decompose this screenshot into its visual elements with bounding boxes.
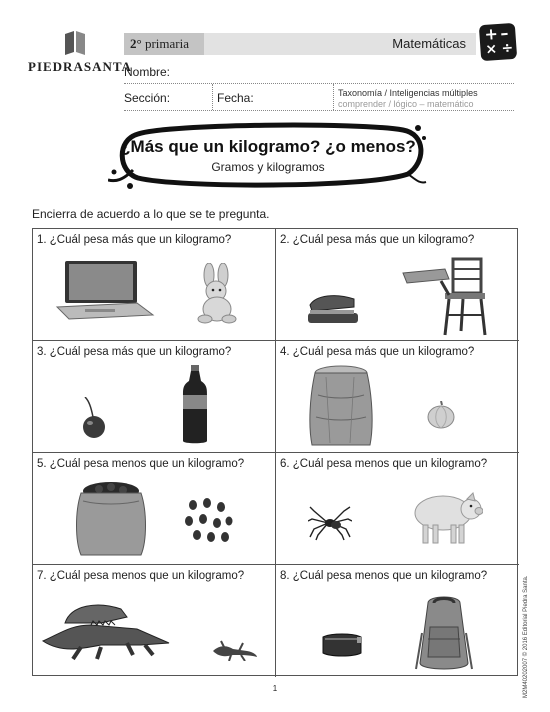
taxonomy-detail: comprender / lógico – matemático [338, 99, 474, 109]
publisher-logo [28, 30, 132, 75]
question-cell-3 [33, 341, 276, 453]
backpack-picture[interactable] [414, 593, 474, 673]
title-banner [108, 122, 428, 192]
divider [333, 84, 334, 110]
grade-label [130, 36, 189, 52]
question-cell-2 [276, 229, 519, 341]
onion-picture[interactable] [426, 401, 456, 429]
question-grid [32, 228, 518, 676]
pencil-case-picture[interactable] [321, 631, 363, 657]
book-icon [64, 30, 86, 56]
grade-word: primaria [144, 36, 189, 51]
date-label: Fecha: [217, 91, 254, 105]
page-number: 1 [272, 684, 278, 693]
pig-picture[interactable] [411, 483, 483, 547]
math-operations-icon: + – × ÷ [479, 23, 517, 61]
grain-sack-picture[interactable] [306, 365, 376, 449]
copyright-text: M2M40202007 © 2016 Editorial Piedra Santa. [523, 575, 529, 698]
soda-bottle-picture[interactable] [181, 365, 209, 445]
question-text: 7. ¿Cuál pesa menos que un kilogramo? [37, 570, 245, 582]
cherry-picture[interactable] [81, 397, 107, 441]
question-cell-4 [276, 341, 519, 453]
question-cell-7 [33, 565, 276, 677]
question-cell-1 [33, 229, 276, 341]
question-cell-8 [276, 565, 519, 677]
name-row [124, 65, 514, 79]
grade-number: 2° [130, 36, 142, 51]
subject-title: Matemáticas [392, 36, 466, 51]
laptop-picture[interactable] [55, 259, 155, 321]
stapler-picture[interactable] [306, 291, 360, 327]
divider [124, 110, 514, 111]
grade-box [124, 33, 204, 55]
question-text: 6. ¿Cuál pesa menos que un kilogramo? [280, 458, 488, 470]
ink-splash-frame [108, 122, 428, 192]
brand-name: PIEDRASANTA [28, 59, 132, 74]
worksheet-subtitle: Gramos y kilogramos [211, 160, 325, 174]
question-text: 8. ¿Cuál pesa menos que un kilogramo? [280, 570, 488, 582]
taxonomy-title: Taxonomía / Inteligencias múltiples [338, 88, 478, 98]
grade-subject-bar [124, 33, 476, 55]
question-text: 4. ¿Cuál pesa más que un kilogramo? [280, 346, 475, 358]
divider [212, 84, 213, 110]
school-desk-picture[interactable] [401, 253, 493, 337]
lizard-picture[interactable] [211, 637, 259, 661]
taxonomy [338, 88, 478, 110]
crocodile-picture[interactable] [41, 595, 171, 661]
question-text: 1. ¿Cuál pesa más que un kilogramo? [37, 234, 232, 246]
spider-picture[interactable] [308, 505, 352, 541]
stuffed-bunny-picture[interactable] [193, 263, 241, 325]
coffee-sack-picture[interactable] [75, 481, 147, 557]
divider [124, 83, 514, 84]
side-copyright [523, 548, 535, 698]
question-text: 3. ¿Cuál pesa más que un kilogramo? [37, 346, 232, 358]
name-label: Nombre: [124, 65, 171, 79]
coffee-beans-picture[interactable] [183, 497, 233, 545]
grid-divider [275, 229, 276, 677]
question-cell-6 [276, 453, 519, 565]
question-text: 2. ¿Cuál pesa más que un kilogramo? [280, 234, 475, 246]
worksheet-title: ¿Más que un kilogramo? ¿o menos? [120, 137, 416, 156]
question-cell-5 [33, 453, 276, 565]
question-text: 5. ¿Cuál pesa menos que un kilogramo? [37, 458, 245, 470]
instruction: Encierra de acuerdo a lo que se te pregunta. [32, 207, 270, 221]
section-label: Sección: [124, 91, 171, 105]
